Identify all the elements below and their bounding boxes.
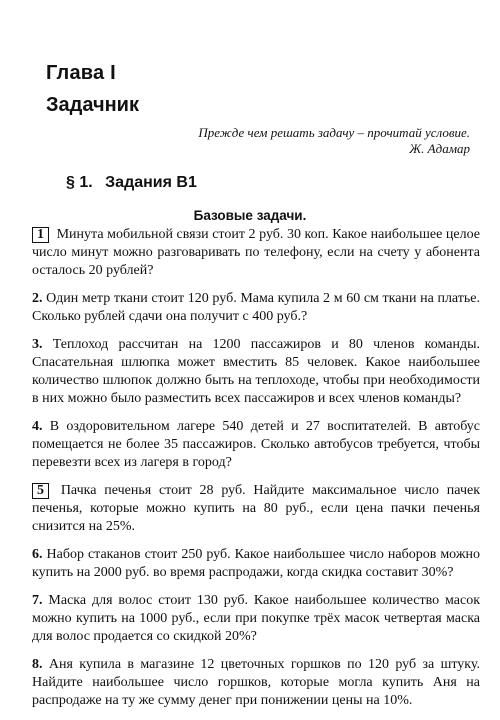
task-8 [32, 656, 480, 710]
task-3 [32, 336, 480, 408]
task-list [32, 226, 480, 720]
task-2 [32, 290, 480, 326]
task-text: Минута мобильной связи стоит 2 руб. 30 коп. Какое наибольшее целое число минут можно разговаривать по телефону, если на счету у абонента осталось 20 рублей? [32, 227, 481, 278]
task-text: Один метр ткани стоит 120 руб. Мама купила 2 м 60 см ткани на платье. Сколько рублей сдачи она получит с 400 руб.? [32, 291, 481, 324]
task-number: 6. [32, 547, 43, 562]
task-number-box: 1 [32, 227, 49, 243]
task-number-box: 5 [32, 483, 49, 499]
section-number: § 1. [66, 174, 93, 191]
task-number: 7. [32, 593, 43, 608]
epigraph [90, 125, 470, 157]
chapter-subtitle: Задачник [46, 94, 139, 116]
epigraph-author: Ж. Адамар [409, 141, 470, 156]
task-5 [32, 482, 480, 536]
section-heading [66, 174, 197, 192]
task-text: Пачка печенья стоит 28 руб. Найдите максимальное число пачек печенья, которые можно купить на 80 руб., если цена пачки печенья снизится на 25%. [32, 483, 481, 534]
task-number: 3. [32, 337, 43, 352]
subheading: Базовые задачи. [193, 208, 307, 223]
task-7 [32, 592, 480, 646]
epigraph-quote: Прежде чем решать задачу – прочитай условие. [198, 125, 470, 140]
task-6 [32, 546, 480, 582]
task-text: Набор стаканов стоит 250 руб. Какое наибольшее число наборов можно купить на 2000 руб. во время распродажи, когда скидка составит 30%? [32, 547, 480, 580]
task-1 [32, 226, 480, 280]
section-title: Задания B1 [105, 174, 197, 191]
task-text: Маска для волос стоит 130 руб. Какое наибольшее количество масок можно купить на 1000 руб., если при покупке трёх масок четвертая маска для волос продается со скидкой 20%? [32, 593, 480, 644]
task-number: 2. [32, 291, 43, 306]
task-text: В оздоровительном лагере 540 детей и 27 воспитателей. В автобус помещается не более 35 пассажиров. Сколько автобусов требуется, чтобы перевезти всех из лагеря в город? [32, 419, 481, 470]
task-4 [32, 418, 480, 472]
task-number: 4. [32, 419, 43, 434]
task-text: Теплоход рассчитан на 1200 пассажиров и 80 членов команды. Спасательная шлюпка может вместить 85 человек. Какое наибольшее количество шлюпок должно быть на теплоходе, чтобы при необходимости в них можно было разместить всех пассажиров и всех членов команды? [32, 337, 480, 406]
task-number: 8. [32, 657, 43, 672]
chapter-title: Глава I [46, 62, 116, 84]
task-text: Аня купила в магазине 12 цветочных горшков по 120 руб за штуку. Найдите наибольшее число горшков, которые могла купить Аня на распродаже на ту же сумму денег при понижении цены на 10%. [32, 657, 480, 708]
